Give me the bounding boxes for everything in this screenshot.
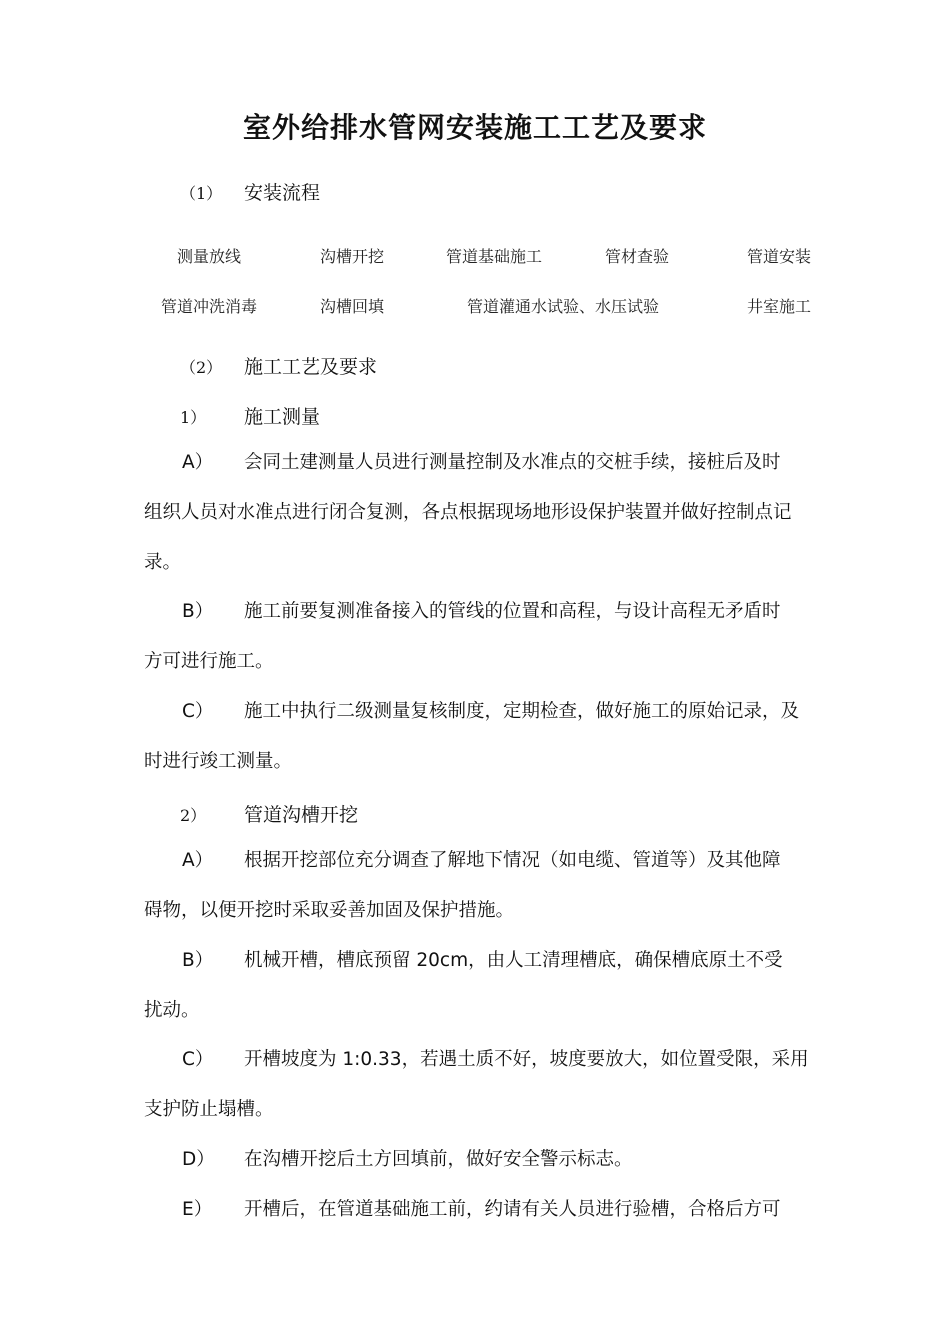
section-heading-process xyxy=(180,352,377,379)
paragraph-line: 扰动。 xyxy=(144,1000,200,1021)
paragraph-line: A） 会同土建测量人员进行测量控制及水准点的交桩手续，接桩后及时 xyxy=(182,448,781,474)
flow-step: 管道冲洗消毒 xyxy=(161,297,258,316)
paragraph-line: A） 根据开挖部位充分调查了解地下情况（如电缆、管道等）及其他障 xyxy=(182,846,781,872)
item-label: C） xyxy=(182,701,214,722)
paragraph-line: 组织人员对水准点进行闭合复测，各点根据现场地形设保护装置并做好控制点记 xyxy=(144,502,792,523)
item-label: C） xyxy=(182,1049,214,1070)
paragraph-line: 方可进行施工。 xyxy=(144,651,274,672)
subsection-heading-trench xyxy=(180,800,358,827)
section-title: 安装流程 xyxy=(244,182,321,204)
flow-step: 井室施工 xyxy=(747,297,812,316)
item-label: B） xyxy=(182,601,214,622)
subsection-title: 管道沟槽开挖 xyxy=(244,804,359,826)
subsection-heading-survey xyxy=(180,402,320,429)
paragraph-line: B） 机械开槽，槽底预留 20cm，由人工清理槽底，确保槽底原土不受 xyxy=(182,946,783,972)
paragraph-line: 碍物，以便开挖时采取妥善加固及保护措施。 xyxy=(144,900,515,921)
paragraph-line: D） 在沟槽开挖后土方回填前，做好安全警示标志。 xyxy=(182,1145,633,1171)
flow-step: 管道安装 xyxy=(747,247,812,266)
section-number: （2） xyxy=(180,358,223,377)
paragraph-line: B） 施工前要复测准备接入的管线的位置和高程，与设计高程无矛盾时 xyxy=(182,597,781,623)
section-number: （1） xyxy=(180,184,223,203)
item-label: E） xyxy=(182,1199,213,1220)
item-label: B） xyxy=(182,950,214,971)
item-label: A） xyxy=(182,452,214,473)
flow-step: 沟槽开挖 xyxy=(320,247,385,266)
paragraph-line: C） 开槽坡度为 1:0.33，若遇土质不好，坡度要放大，如位置受限，采用 xyxy=(182,1045,809,1071)
flow-step: 管道灌通水试验、水压试验 xyxy=(467,297,660,316)
document-title: 室外给排水管网安装施工工艺及要求 xyxy=(242,111,707,144)
subsection-title: 施工测量 xyxy=(244,406,321,428)
paragraph-line: E） 开槽后，在管道基础施工前，约请有关人员进行验槽，合格后方可 xyxy=(182,1195,781,1221)
flow-step: 沟槽回填 xyxy=(320,297,385,316)
paragraph-line: C） 施工中执行二级测量复核制度，定期检查，做好施工的原始记录，及 xyxy=(182,697,799,723)
flow-step: 测量放线 xyxy=(177,247,242,266)
section-heading-install-flow xyxy=(180,178,320,205)
paragraph-line: 时进行竣工测量。 xyxy=(144,751,293,772)
subsection-number: 2） xyxy=(180,806,207,825)
paragraph-line: 录。 xyxy=(144,552,182,573)
flow-step: 管道基础施工 xyxy=(446,247,543,266)
item-label: D） xyxy=(182,1149,215,1170)
paragraph-line: 支护防止塌槽。 xyxy=(144,1099,274,1120)
item-label: A） xyxy=(182,850,214,871)
section-title: 施工工艺及要求 xyxy=(244,356,378,378)
subsection-number: 1） xyxy=(180,408,207,427)
flow-step: 管材查验 xyxy=(605,247,670,266)
